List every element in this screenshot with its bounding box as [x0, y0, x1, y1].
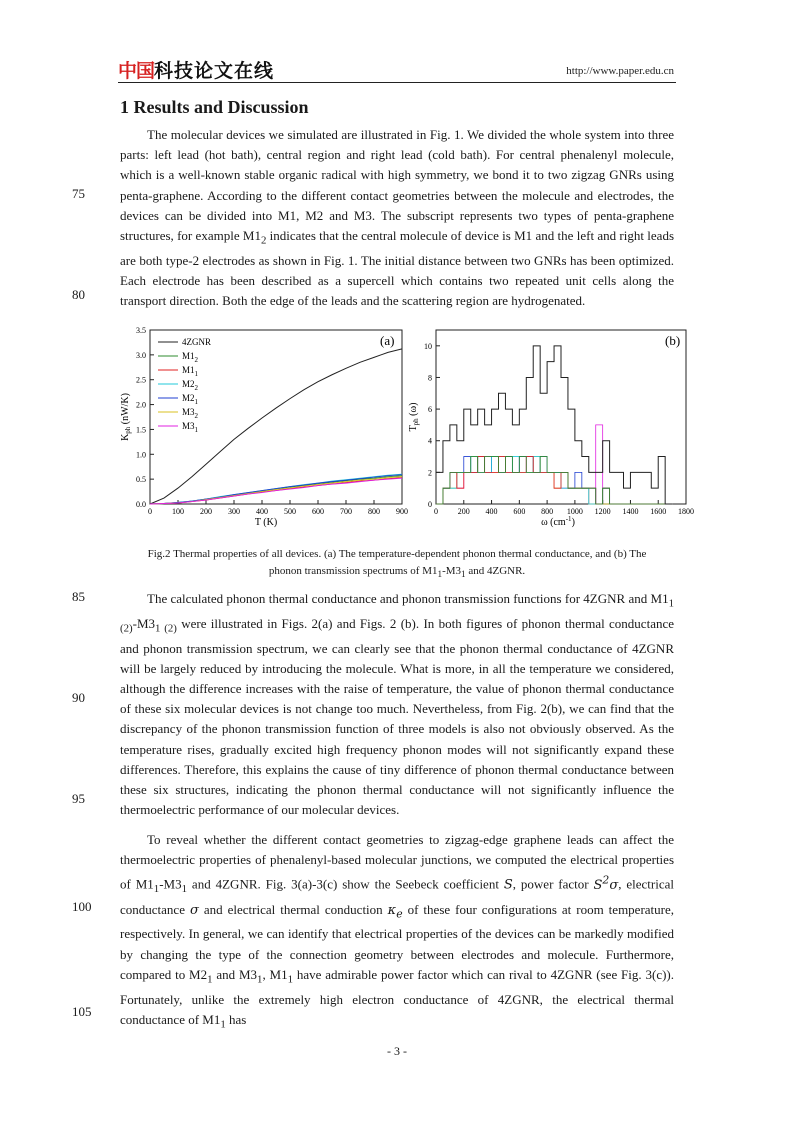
- panel-a-xtick-label: 300: [228, 507, 240, 516]
- panel-b-series-line: [436, 425, 672, 504]
- legend-label: $M2_2$: [182, 379, 199, 392]
- panel-b-xtick-label: 200: [457, 507, 470, 516]
- logo-red-text: 中国: [118, 59, 155, 82]
- line-number: 85: [72, 589, 85, 604]
- panel-b-xtick-label: 800: [541, 507, 554, 516]
- panel-a-xlabel: T (K): [254, 517, 278, 528]
- panel-b-xtick-label: 0: [434, 507, 438, 516]
- line-number: 105: [72, 1004, 92, 1019]
- header-url[interactable]: http://www.paper.edu.cn: [566, 65, 674, 77]
- panel-a-ytick-label: 3.5: [136, 326, 146, 335]
- line-number: 90: [72, 690, 85, 705]
- para1-text: The molecular devices we simulated are illustrated in Fig. 1. We divided the whole system into three parts: left lead (hot bath), central region and right lead (cold bath). For central phenalenyl molecule, which is a well-known stable organic radical with high symmetry, we bond it to two zigzag GNRs using penta-graphene. According to the different contact geometries between the molecule and electrodes, the devices can be divided into M1, M2 and M3. The subscript represents two types of penta-graphene structures, for example M1: [120, 127, 674, 244]
- para1-text2: indicates that the central molecule of device is M1 and the left and right leads are both type-2 electrodes as shown in Fig. 1. The initial distance between two GNRs has been optimized. Each electrode has been described as a supercell which contains two repeated unit cells along the transport direction. Both the edge of the leads and the scattering region are hydrogenated.: [120, 228, 674, 309]
- panel-a-xtick-label: 400: [256, 507, 268, 516]
- section-title: 1 Results and Discussion: [120, 97, 309, 117]
- para1-sub: 2: [260, 234, 267, 247]
- journal-logo: [118, 58, 274, 80]
- panel-b-ytick-label: 2: [428, 468, 432, 478]
- panel-a-ytick-label: 1.5: [136, 425, 146, 435]
- panel-b-xtick-label: 1400: [622, 507, 639, 516]
- panel-a-series-line: [150, 478, 402, 504]
- figure-2: [118, 326, 698, 536]
- panel-a-label: (a): [380, 333, 395, 348]
- paragraph-2: The calculated phonon thermal conductance and phonon transmission functions for 4ZGNR and $M1_{1 (2)}-M3_{1 (2)}$ were illustrated in Figs. 2(a) and Figs. 2 (b). In both figures of phonon thermal conductance and phonon transmission spectrum, we can clearly see that the phonon thermal conductance of 4ZGNR will be largely reduced by introducing the molecule. What is more, in all the temperature we considered, although the difference increases with the raise of temperature, the value of phonon thermal conductance of these six molecular devices is not change too much. Nevertheless, from Fig. 2(b), we can find that the discrepancy of the phonon transmission function of three models is also not obviously observed. As the temperature rises, gradually excited high frequency phonon modes will not significantly expand these differences. Therefore, this explains the cause of tiny difference of phonon thermal conductance between these six structures, indicating the phonon thermal conductance will not significantly influence the thermoelectric performance of our molecular devices.: [120, 591, 674, 818]
- legend-label: $M1_2$: [182, 351, 199, 364]
- panel-b-ytick-label: 6: [428, 405, 432, 415]
- caption-line-1: Fig.2 Thermal properties of all devices. (a) The temperature-dependent phonon thermal conductance, and (b) The: [147, 548, 647, 560]
- panel-b-xtick-label: 1800: [678, 507, 694, 516]
- panel-b-ytick-label: 8: [428, 373, 432, 383]
- power-factor-symbol: $S^2\sigma$: [593, 873, 619, 893]
- panel-a-ytick-label: 1.0: [136, 450, 146, 460]
- panel-b-ytick-label: 0: [428, 500, 432, 509]
- kappa-symbol: $\kappa_e$: [387, 902, 403, 921]
- page-number: - 3 -: [387, 1044, 407, 1058]
- panel-a-xtick-label: 200: [200, 507, 212, 516]
- panel-b-xtick-label: 1600: [650, 507, 667, 516]
- line-number: 75: [72, 186, 85, 201]
- panel-a: [120, 326, 408, 528]
- panel-a-xtick-label: 600: [312, 507, 324, 516]
- caption-line-2: phonon transmission spectrums of $M1_1-M3_1$ and 4ZGNR.: [268, 565, 526, 580]
- panel-a-ytick-label: 0.0: [136, 500, 146, 509]
- panel-b: [408, 330, 694, 528]
- panel-b-ylabel: $T_{ph}$ (ω): [408, 402, 420, 432]
- panel-a-xtick-label: 900: [396, 507, 408, 516]
- legend-label: $M3_2$: [182, 407, 199, 420]
- panel-a-ylabel: $K_{ph}$ (nW/K): [120, 393, 132, 441]
- conductance-symbol: σ: [189, 902, 199, 918]
- paragraph-3: To reveal whether the different contact geometries to zigzag-edge graphene leads can affect the thermoelectric properties of phenalenyl-based molecular junctions, we computed the electrical properties of $M1_1-M3_1$ and 4ZGNR. Fig. 3(a)-3(c) show the Seebeck coefficient S, power factor $S^2\sigma$, electrical conductance σ and electrical thermal conduction $\kappa_e$ of these four configurations at room temperature, respectively. In general, we can identify that electrical properties of the devices can be markedly modified by changing the type of the connection geometry between electrodes and molecule. Furthermore, compared to $M2_1$ and $M3_1$, $M1_1$ have admirable power factor which can rival to 4ZGNR (see Fig. 3(c)). Fortunately, unlike the extremely high electron conductance of 4ZGNR, the electrical thermal conductance of $M1_1$ has: [120, 832, 675, 1031]
- panel-a-ytick-label: 0.5: [136, 475, 146, 485]
- panel-a-ytick-label: 3.0: [136, 350, 146, 360]
- paragraph-1: [120, 125, 674, 311]
- panel-a-xtick-label: 800: [368, 507, 380, 516]
- header-divider: [118, 82, 676, 83]
- panel-b-ytick-label: 4: [428, 436, 432, 446]
- panel-b-xtick-label: 600: [513, 507, 526, 516]
- panel-a-xtick-label: 100: [172, 507, 184, 516]
- panel-b-label: (b): [665, 333, 681, 348]
- legend-label: $M2_1$: [182, 393, 199, 406]
- panel-b-xtick-label: 400: [485, 507, 498, 516]
- panel-a-ytick-label: 2.0: [136, 400, 146, 410]
- para2-l1: The calculated phonon thermal conductance and phonon transmission functions for 4ZGNR: [147, 591, 626, 606]
- panel-a-ytick-label: 2.5: [136, 375, 146, 385]
- panel-a-xtick-label: 700: [340, 507, 352, 516]
- legend-label: 4ZGNR: [182, 337, 211, 347]
- panel-b-xtick-label: 1000: [566, 507, 583, 516]
- logo-black-text: 科技论文在线: [154, 59, 275, 82]
- line-number: 100: [72, 899, 92, 914]
- line-number: 80: [72, 287, 85, 302]
- seebeck-symbol: S: [503, 877, 513, 893]
- legend-label: $M3_1$: [182, 421, 199, 434]
- line-number: 95: [72, 791, 85, 806]
- panel-b-xlabel: ω $(cm^{-1})$: [541, 515, 575, 528]
- panel-b-series-line: [436, 457, 672, 504]
- panel-a-xtick-label: 0: [148, 507, 152, 516]
- para2-body: were illustrated in Figs. 2(a) and Figs. 2 (b). In both figures of phonon thermal conductance and phonon transmission spectrum, we can clearly see that the phonon thermal conductance of 4ZGNR will be largely reduced by introducing the molecule. What is more, in all the temperature we considered, although the difference increases with the raise of temperature, the value of phonon thermal conductance of these six molecular devices is not change too much. Nevertheless, from Fig. 2(b), we can find that the discrepancy of the phonon transmission function of three models is also not obviously observed. As the temperature rises, gradually excited high frequency phonon modes will not significantly expand these differences. Therefore, this explains the cause of tiny difference of phonon thermal conductance between these six structures, indicating the phonon thermal conductance will not significantly influence the thermoelectric performance of our molecular devices.: [120, 615, 674, 818]
- panel-a-xtick-label: 500: [284, 507, 296, 516]
- panel-b-xtick-label: 1200: [594, 507, 611, 516]
- legend-label: $M1_1$: [182, 365, 199, 378]
- figure-caption: [110, 546, 684, 583]
- figure-svg: [118, 326, 698, 536]
- panel-b-ytick-label: 10: [424, 341, 432, 351]
